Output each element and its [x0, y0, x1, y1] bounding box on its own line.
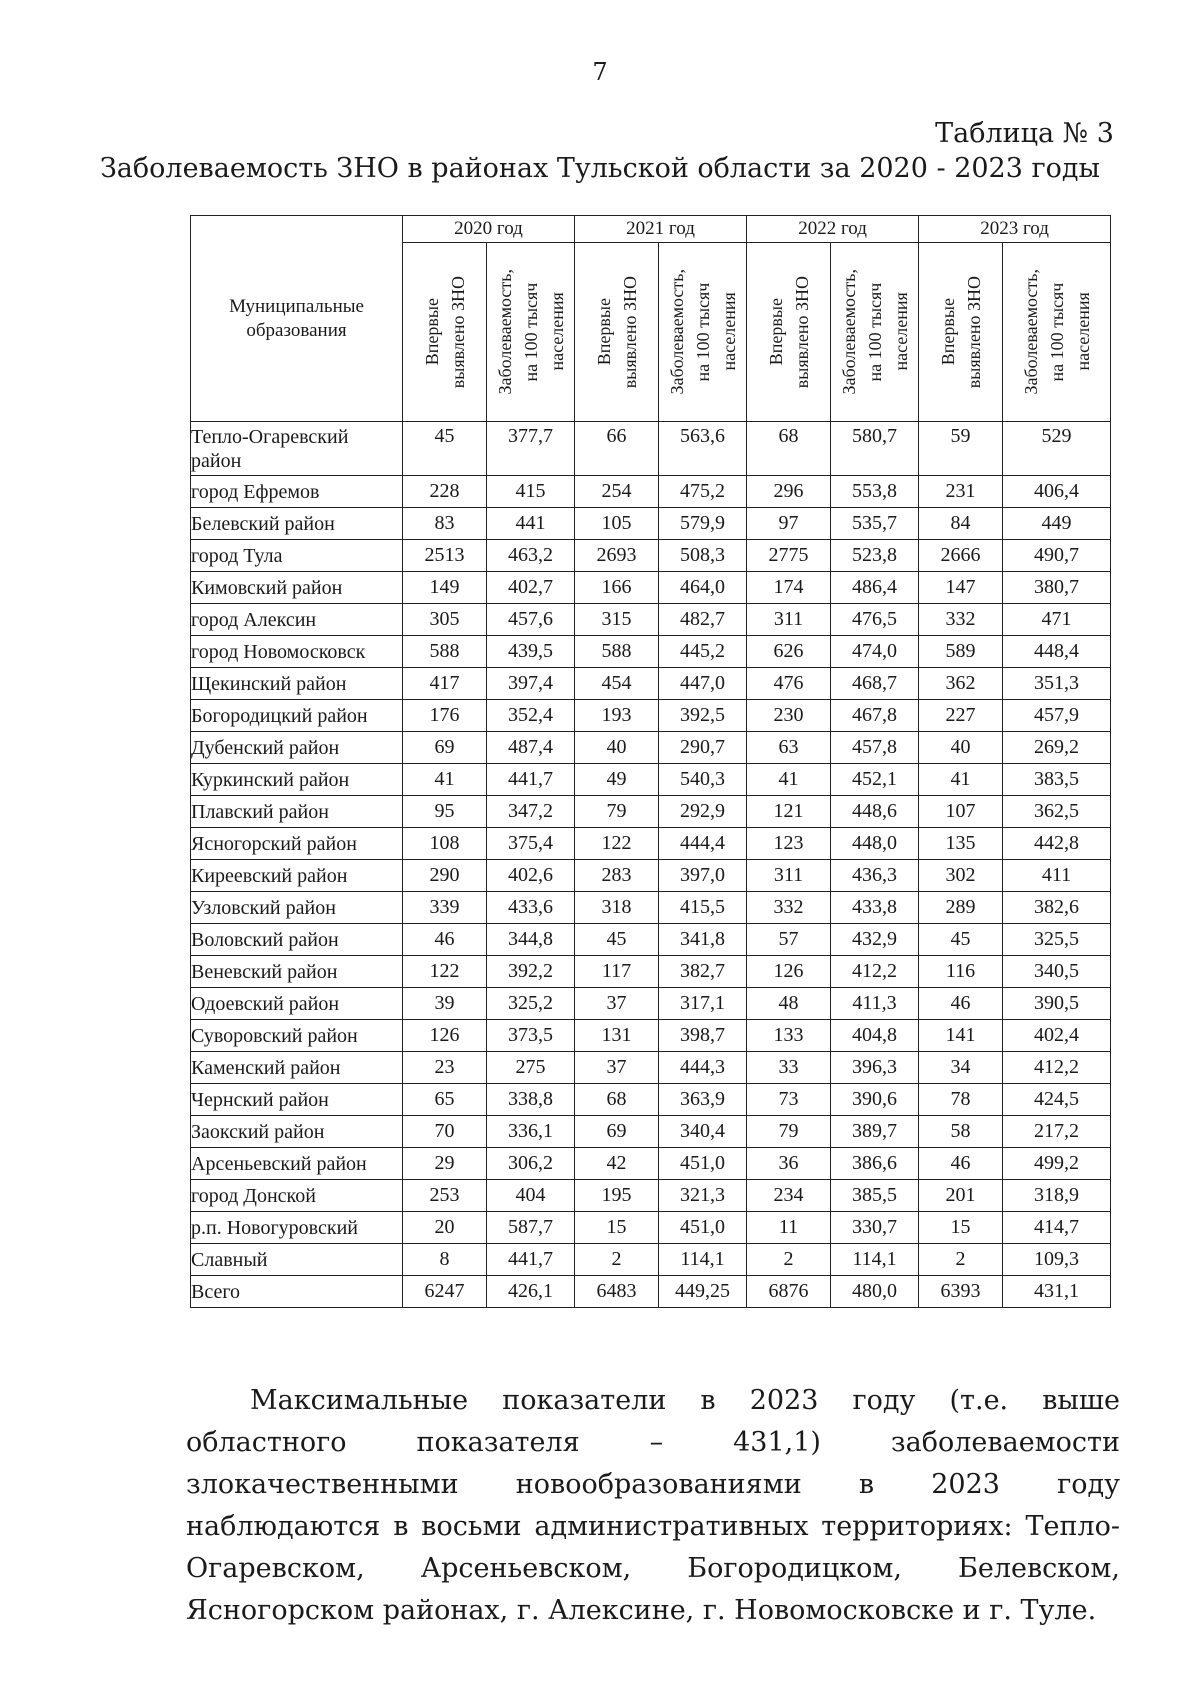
incidence-cell: 397,4	[487, 668, 575, 700]
first-detected-cell: 73	[747, 1084, 831, 1116]
first-detected-cell: 122	[403, 956, 487, 988]
first-detected-cell: 234	[747, 1180, 831, 1212]
incidence-cell: 411	[1003, 860, 1111, 892]
year-header-2023: 2023 год	[919, 216, 1111, 243]
first-detected-cell: 65	[403, 1084, 487, 1116]
incidence-cell: 553,8	[831, 476, 919, 508]
incidence-header: Заболеваемость, на 100 тысяч населения	[831, 243, 919, 422]
incidence-cell: 448,6	[831, 796, 919, 828]
incidence-cell: 392,5	[659, 700, 747, 732]
incidence-cell: 540,3	[659, 764, 747, 796]
municipality-name: Дубенский район	[191, 732, 403, 764]
first-detected-cell: 95	[403, 796, 487, 828]
first-detected-cell: 318	[575, 892, 659, 924]
municipality-name: Узловский район	[191, 892, 403, 924]
municipality-header: Муниципальные образования	[191, 216, 403, 422]
incidence-cell: 392,2	[487, 956, 575, 988]
first-detected-cell: 57	[747, 924, 831, 956]
municipality-name: Щекинский район	[191, 668, 403, 700]
incidence-cell: 487,4	[487, 732, 575, 764]
incidence-cell: 336,1	[487, 1116, 575, 1148]
first-detected-cell: 193	[575, 700, 659, 732]
incidence-cell: 457,8	[831, 732, 919, 764]
incidence-cell: 390,6	[831, 1084, 919, 1116]
incidence-cell: 535,7	[831, 508, 919, 540]
incidence-cell: 468,7	[831, 668, 919, 700]
table-row	[191, 1116, 1111, 1148]
incidence-cell: 449	[1003, 508, 1111, 540]
incidence-cell: 383,5	[1003, 764, 1111, 796]
incidence-cell: 382,7	[659, 956, 747, 988]
incidence-cell: 217,2	[1003, 1116, 1111, 1148]
incidence-cell: 325,5	[1003, 924, 1111, 956]
incidence-cell: 480,0	[831, 1276, 919, 1308]
first-detected-cell: 149	[403, 572, 487, 604]
incidence-cell: 441,7	[487, 764, 575, 796]
first-detected-cell: 122	[575, 828, 659, 860]
incidence-cell: 414,7	[1003, 1212, 1111, 1244]
incidence-cell: 386,6	[831, 1148, 919, 1180]
first-detected-cell: 2775	[747, 540, 831, 572]
incidence-cell: 306,2	[487, 1148, 575, 1180]
incidence-cell: 499,2	[1003, 1148, 1111, 1180]
table-row	[191, 796, 1111, 828]
first-detected-cell: 6876	[747, 1276, 831, 1308]
first-detected-cell: 141	[919, 1020, 1003, 1052]
first-detected-cell: 2	[747, 1244, 831, 1276]
incidence-cell: 529	[1003, 422, 1111, 476]
incidence-cell: 471	[1003, 604, 1111, 636]
incidence-header: Заболеваемость, на 100 тысяч населения	[487, 243, 575, 422]
incidence-cell: 445,2	[659, 636, 747, 668]
first-detected-cell: 108	[403, 828, 487, 860]
year-header-2021: 2021 год	[575, 216, 747, 243]
first-detected-cell: 49	[575, 764, 659, 796]
incidence-cell: 362,5	[1003, 796, 1111, 828]
first-detected-cell: 201	[919, 1180, 1003, 1212]
incidence-cell: 325,2	[487, 988, 575, 1020]
first-detected-cell: 332	[919, 604, 1003, 636]
incidence-cell: 449,25	[659, 1276, 747, 1308]
incidence-cell: 340,4	[659, 1116, 747, 1148]
incidence-cell: 508,3	[659, 540, 747, 572]
first-detected-cell: 227	[919, 700, 1003, 732]
table-row	[191, 700, 1111, 732]
first-detected-cell: 417	[403, 668, 487, 700]
table-row	[191, 508, 1111, 540]
first-detected-cell: 121	[747, 796, 831, 828]
municipality-name: город Донской	[191, 1180, 403, 1212]
municipality-name: Тепло-Огаревский район	[191, 422, 403, 476]
table-row	[191, 924, 1111, 956]
table-row	[191, 636, 1111, 668]
first-detected-cell: 2	[919, 1244, 1003, 1276]
incidence-cell: 318,9	[1003, 1180, 1111, 1212]
year-header-2020: 2020 год	[403, 216, 575, 243]
first-detected-cell: 290	[403, 860, 487, 892]
first-detected-cell: 131	[575, 1020, 659, 1052]
municipality-name: Чернский район	[191, 1084, 403, 1116]
first-detected-cell: 37	[575, 988, 659, 1020]
incidence-cell: 412,2	[831, 956, 919, 988]
table-row	[191, 988, 1111, 1020]
first-detected-cell: 283	[575, 860, 659, 892]
incidence-cell: 340,5	[1003, 956, 1111, 988]
incidence-cell: 382,6	[1003, 892, 1111, 924]
first-detected-cell: 289	[919, 892, 1003, 924]
table-row	[191, 604, 1111, 636]
first-detected-cell: 174	[747, 572, 831, 604]
incidence-cell: 363,9	[659, 1084, 747, 1116]
first-detected-cell: 11	[747, 1212, 831, 1244]
first-detected-cell: 29	[403, 1148, 487, 1180]
first-detected-cell: 230	[747, 700, 831, 732]
incidence-cell: 433,6	[487, 892, 575, 924]
first-detected-cell: 311	[747, 860, 831, 892]
municipality-name: Каменский район	[191, 1052, 403, 1084]
incidence-cell: 451,0	[659, 1212, 747, 1244]
municipality-name: Воловский район	[191, 924, 403, 956]
first-detected-header: Впервые выявлено ЗНО	[575, 243, 659, 422]
first-detected-cell: 305	[403, 604, 487, 636]
first-detected-cell: 2	[575, 1244, 659, 1276]
first-detected-cell: 302	[919, 860, 1003, 892]
incidence-cell: 442,8	[1003, 828, 1111, 860]
incidence-header: Заболеваемость, на 100 тысяч населения	[1003, 243, 1111, 422]
first-detected-cell: 228	[403, 476, 487, 508]
incidence-cell: 439,5	[487, 636, 575, 668]
first-detected-cell: 315	[575, 604, 659, 636]
first-detected-cell: 20	[403, 1212, 487, 1244]
first-detected-cell: 105	[575, 508, 659, 540]
page-number: 7	[592, 58, 608, 86]
incidence-cell: 448,4	[1003, 636, 1111, 668]
first-detected-cell: 6483	[575, 1276, 659, 1308]
first-detected-cell: 46	[919, 988, 1003, 1020]
table-row	[191, 860, 1111, 892]
first-detected-cell: 332	[747, 892, 831, 924]
first-detected-cell: 2666	[919, 540, 1003, 572]
table-label: Таблица № 3	[935, 118, 1114, 149]
municipality-name: Богородицкий район	[191, 700, 403, 732]
table-body	[191, 422, 1111, 1308]
table-row	[191, 892, 1111, 924]
incidence-cell: 321,3	[659, 1180, 747, 1212]
municipality-name: город Ефремов	[191, 476, 403, 508]
first-detected-cell: 147	[919, 572, 1003, 604]
incidence-cell: 411,3	[831, 988, 919, 1020]
table-row	[191, 1148, 1111, 1180]
table-row	[191, 1180, 1111, 1212]
incidence-cell: 482,7	[659, 604, 747, 636]
first-detected-cell: 39	[403, 988, 487, 1020]
first-detected-cell: 2513	[403, 540, 487, 572]
municipality-name: Кимовский район	[191, 572, 403, 604]
incidence-cell: 457,9	[1003, 700, 1111, 732]
incidence-cell: 441	[487, 508, 575, 540]
first-detected-cell: 68	[747, 422, 831, 476]
first-detected-cell: 63	[747, 732, 831, 764]
municipality-name: Плавский район	[191, 796, 403, 828]
first-detected-cell: 37	[575, 1052, 659, 1084]
year-header-2022: 2022 год	[747, 216, 919, 243]
incidence-cell: 490,7	[1003, 540, 1111, 572]
incidence-cell: 448,0	[831, 828, 919, 860]
first-detected-cell: 626	[747, 636, 831, 668]
incidence-cell: 474,0	[831, 636, 919, 668]
first-detected-cell: 588	[575, 636, 659, 668]
first-detected-cell: 135	[919, 828, 1003, 860]
incidence-cell: 444,4	[659, 828, 747, 860]
first-detected-cell: 311	[747, 604, 831, 636]
first-detected-cell: 40	[575, 732, 659, 764]
incidence-cell: 444,3	[659, 1052, 747, 1084]
first-detected-cell: 84	[919, 508, 1003, 540]
incidence-cell: 406,4	[1003, 476, 1111, 508]
first-detected-cell: 166	[575, 572, 659, 604]
incidence-cell: 338,8	[487, 1084, 575, 1116]
table-row	[191, 540, 1111, 572]
incidence-cell: 580,7	[831, 422, 919, 476]
incidence-header: Заболеваемость, на 100 тысяч населения	[659, 243, 747, 422]
table-row	[191, 732, 1111, 764]
table-row	[191, 668, 1111, 700]
first-detected-header: Впервые выявлено ЗНО	[403, 243, 487, 422]
municipality-name: Суворовский район	[191, 1020, 403, 1052]
incidence-cell: 275	[487, 1052, 575, 1084]
incidence-cell: 269,2	[1003, 732, 1111, 764]
first-detected-cell: 476	[747, 668, 831, 700]
incidence-cell: 352,4	[487, 700, 575, 732]
first-detected-cell: 23	[403, 1052, 487, 1084]
incidence-cell: 404	[487, 1180, 575, 1212]
table-title: Заболеваемость ЗНО в районах Тульской области за 2020 - 2023 годы	[99, 153, 1101, 184]
incidence-cell: 464,0	[659, 572, 747, 604]
incidence-cell: 467,8	[831, 700, 919, 732]
incidence-cell: 426,1	[487, 1276, 575, 1308]
incidence-cell: 377,7	[487, 422, 575, 476]
first-detected-cell: 97	[747, 508, 831, 540]
first-detected-cell: 79	[747, 1116, 831, 1148]
incidence-cell: 447,0	[659, 668, 747, 700]
conclusion-paragraph: Максимальные показатели в 2023 году (т.е. выше областного показателя – 431,1) заболеваемости злокачественными новообразованиями в 2023 году наблюдаются в восьми административных территориях: Тепло-Огаревском, Арсеньевском, Богородицком, Белевском, Ясногорском районах, г. Алексине, г. Новомосковске и г. Туле.	[186, 1385, 1120, 1626]
incidence-cell: 412,2	[1003, 1052, 1111, 1084]
first-detected-cell: 454	[575, 668, 659, 700]
first-detected-cell: 116	[919, 956, 1003, 988]
municipality-name: Киреевский район	[191, 860, 403, 892]
first-detected-cell: 195	[575, 1180, 659, 1212]
incidence-cell: 292,9	[659, 796, 747, 828]
incidence-cell: 523,8	[831, 540, 919, 572]
first-detected-cell: 68	[575, 1084, 659, 1116]
incidence-table	[190, 215, 1111, 1308]
incidence-cell: 579,9	[659, 508, 747, 540]
table-row	[191, 1244, 1111, 1276]
incidence-cell: 398,7	[659, 1020, 747, 1052]
first-detected-cell: 123	[747, 828, 831, 860]
table-row	[191, 764, 1111, 796]
table-row	[191, 828, 1111, 860]
incidence-cell: 431,1	[1003, 1276, 1111, 1308]
first-detected-cell: 46	[403, 924, 487, 956]
incidence-cell: 463,2	[487, 540, 575, 572]
first-detected-cell: 45	[403, 422, 487, 476]
municipality-name: Славный	[191, 1244, 403, 1276]
incidence-cell: 402,6	[487, 860, 575, 892]
incidence-cell: 457,6	[487, 604, 575, 636]
first-detected-cell: 362	[919, 668, 1003, 700]
first-detected-cell: 78	[919, 1084, 1003, 1116]
incidence-cell: 432,9	[831, 924, 919, 956]
first-detected-cell: 59	[919, 422, 1003, 476]
first-detected-cell: 6247	[403, 1276, 487, 1308]
first-detected-cell: 8	[403, 1244, 487, 1276]
first-detected-cell: 70	[403, 1116, 487, 1148]
municipality-name: Заокский район	[191, 1116, 403, 1148]
first-detected-cell: 588	[403, 636, 487, 668]
first-detected-cell: 589	[919, 636, 1003, 668]
incidence-cell: 436,3	[831, 860, 919, 892]
first-detected-cell: 231	[919, 476, 1003, 508]
table-row	[191, 1020, 1111, 1052]
first-detected-cell: 41	[403, 764, 487, 796]
incidence-cell: 415,5	[659, 892, 747, 924]
municipality-name: город Тула	[191, 540, 403, 572]
incidence-cell: 389,7	[831, 1116, 919, 1148]
first-detected-cell: 41	[919, 764, 1003, 796]
first-detected-cell: 15	[575, 1212, 659, 1244]
first-detected-cell: 48	[747, 988, 831, 1020]
incidence-cell: 385,5	[831, 1180, 919, 1212]
first-detected-cell: 83	[403, 508, 487, 540]
table-row	[191, 422, 1111, 476]
municipality-name: Куркинский район	[191, 764, 403, 796]
municipality-name: Белевский район	[191, 508, 403, 540]
incidence-cell: 317,1	[659, 988, 747, 1020]
first-detected-cell: 58	[919, 1116, 1003, 1148]
incidence-cell: 441,7	[487, 1244, 575, 1276]
table-row	[191, 1052, 1111, 1084]
incidence-cell: 373,5	[487, 1020, 575, 1052]
municipality-name: город Алексин	[191, 604, 403, 636]
first-detected-cell: 126	[747, 956, 831, 988]
first-detected-cell: 42	[575, 1148, 659, 1180]
incidence-cell: 476,5	[831, 604, 919, 636]
incidence-cell: 587,7	[487, 1212, 575, 1244]
first-detected-cell: 339	[403, 892, 487, 924]
incidence-cell: 330,7	[831, 1212, 919, 1244]
municipality-name: Арсеньевский район	[191, 1148, 403, 1180]
first-detected-cell: 45	[919, 924, 1003, 956]
first-detected-cell: 117	[575, 956, 659, 988]
incidence-cell: 341,8	[659, 924, 747, 956]
first-detected-cell: 36	[747, 1148, 831, 1180]
incidence-cell: 396,3	[831, 1052, 919, 1084]
first-detected-cell: 69	[403, 732, 487, 764]
municipality-name: Веневский район	[191, 956, 403, 988]
first-detected-cell: 46	[919, 1148, 1003, 1180]
incidence-cell: 404,8	[831, 1020, 919, 1052]
first-detected-cell: 15	[919, 1212, 1003, 1244]
municipality-name: р.п. Новогуровский	[191, 1212, 403, 1244]
incidence-cell: 397,0	[659, 860, 747, 892]
municipality-name: Ясногорский район	[191, 828, 403, 860]
first-detected-cell: 45	[575, 924, 659, 956]
municipality-name: Всего	[191, 1276, 403, 1308]
first-detected-cell: 41	[747, 764, 831, 796]
first-detected-cell: 40	[919, 732, 1003, 764]
incidence-cell: 390,5	[1003, 988, 1111, 1020]
incidence-cell: 290,7	[659, 732, 747, 764]
table-row	[191, 956, 1111, 988]
incidence-cell: 452,1	[831, 764, 919, 796]
first-detected-header: Впервые выявлено ЗНО	[747, 243, 831, 422]
incidence-cell: 375,4	[487, 828, 575, 860]
first-detected-cell: 254	[575, 476, 659, 508]
first-detected-cell: 253	[403, 1180, 487, 1212]
first-detected-cell: 34	[919, 1052, 1003, 1084]
incidence-cell: 344,8	[487, 924, 575, 956]
first-detected-cell: 176	[403, 700, 487, 732]
first-detected-cell: 296	[747, 476, 831, 508]
table-row	[191, 1084, 1111, 1116]
first-detected-cell: 6393	[919, 1276, 1003, 1308]
total-row	[191, 1276, 1111, 1308]
incidence-cell: 402,7	[487, 572, 575, 604]
incidence-cell: 424,5	[1003, 1084, 1111, 1116]
incidence-cell: 433,8	[831, 892, 919, 924]
table-row	[191, 572, 1111, 604]
table-row	[191, 1212, 1111, 1244]
first-detected-cell: 107	[919, 796, 1003, 828]
incidence-cell: 415	[487, 476, 575, 508]
first-detected-cell: 66	[575, 422, 659, 476]
municipality-name: Одоевский район	[191, 988, 403, 1020]
incidence-cell: 380,7	[1003, 572, 1111, 604]
first-detected-cell: 2693	[575, 540, 659, 572]
incidence-cell: 451,0	[659, 1148, 747, 1180]
incidence-cell: 109,3	[1003, 1244, 1111, 1276]
incidence-cell: 351,3	[1003, 668, 1111, 700]
first-detected-cell: 126	[403, 1020, 487, 1052]
municipality-name: город Новомосковск	[191, 636, 403, 668]
incidence-cell: 475,2	[659, 476, 747, 508]
incidence-cell: 114,1	[831, 1244, 919, 1276]
incidence-cell: 347,2	[487, 796, 575, 828]
incidence-cell: 402,4	[1003, 1020, 1111, 1052]
first-detected-cell: 79	[575, 796, 659, 828]
first-detected-cell: 33	[747, 1052, 831, 1084]
table-row	[191, 476, 1111, 508]
first-detected-cell: 69	[575, 1116, 659, 1148]
incidence-cell: 563,6	[659, 422, 747, 476]
first-detected-header: Впервые выявлено ЗНО	[919, 243, 1003, 422]
first-detected-cell: 133	[747, 1020, 831, 1052]
incidence-cell: 114,1	[659, 1244, 747, 1276]
incidence-cell: 486,4	[831, 572, 919, 604]
